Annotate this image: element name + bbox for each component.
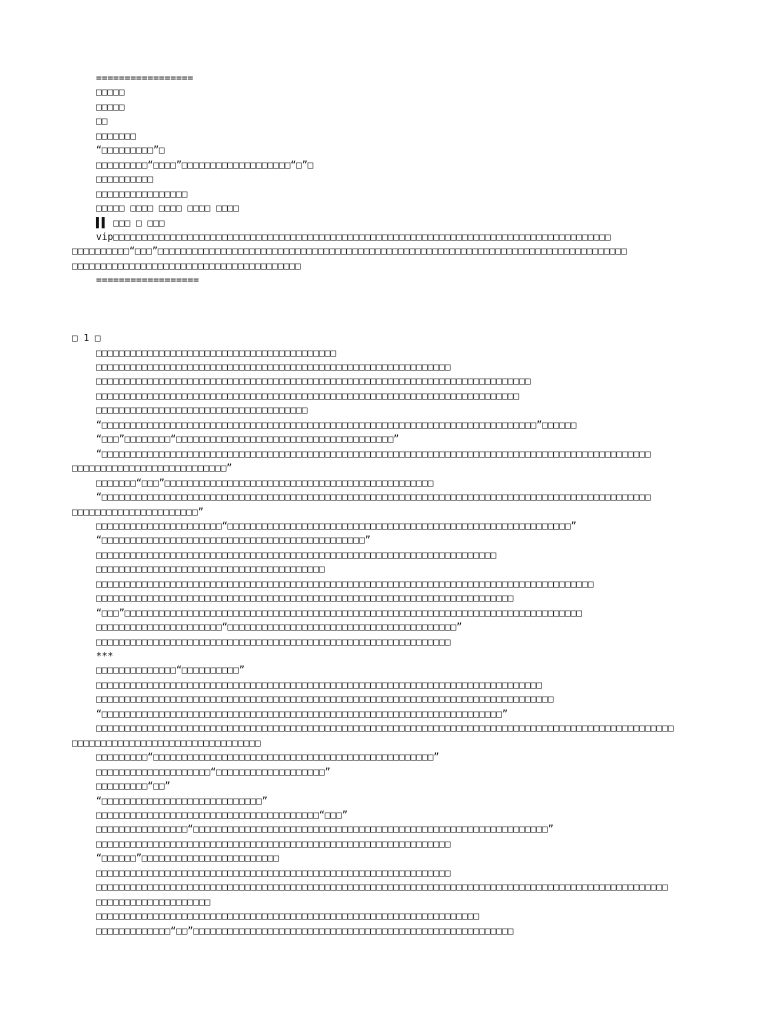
text-line: □□□□□□□□□□□□□□□□□□□□□□□□□□□□□□□□□□□□□□□□□□□□□□□□□□□□□□□□□□□□□□: [96, 636, 451, 648]
text-line: □□□□□□□□□□□□□□□□□□□□□□□□□□□□□□□□□□□□□□□□□□□□□□□□□□□□□□□□□□□□□□□□□□□□□□□□□□: [96, 390, 520, 402]
text-line: □□□□□□□: [96, 130, 137, 142]
text-line: □ 1 □: [72, 333, 101, 345]
text-line: vip□□□□□□□□□□□□□□□□□□□□□□□□□□□□□□□□□□□□□□□□□□□□□□□□□□□□□□□□□□□□□□□□□□□□□□□□□□□□□□□□□□□□□□□: [96, 231, 611, 243]
text-line: □□□□□□□□□“□□□□□□□□□□□□□□□□□□□□□□□□□□□□□□□□□□□□□□□□□□□□□□□□□”: [96, 752, 440, 764]
text-line: □□□□□□□□□□□□□□“□□□□□□□□□□”: [96, 665, 245, 677]
text-line: □□□□□□□□□□□□□□□□“□□□□□□□□□□□□□□□□□□□□□□□□□□□□□□□□□□□□□□□□□□□□□□□□□□□□□□□□□□□□□□”: [96, 824, 554, 836]
text-line: □□□□□□□□□□□□□□□□□□□□□□□□□□□□□□□□□□□□□□□□: [96, 564, 325, 576]
text-line: □□□□□□□□□□□□□□□□□□□□“□□□□□□□□□□□□□□□□□□□”: [96, 766, 331, 778]
text-line: □□□□□□□□□□□□□□□□□□□□□□□□□□□□□□□□□□□□□□□“□□□”: [96, 809, 348, 821]
text-line: “□□□□□□□□□□□□□□□□□□□□□□□□□□□□□□□□□□□□□□□□□□□□□□□□□□□□□□□□□□□□□□□□□□□□□□”: [96, 708, 508, 720]
text-line: □□□□□□□□□□□□□□□□□□□□□□□□□□□□□□□□□□□□□□□□□□□□□□□□□□□□□□□□□□□□□□□□□□□□□□□□□□□□□□□□□□□□□□□□□□□□□□□□□□□□□: [96, 723, 674, 735]
text-line: =================: [96, 73, 194, 84]
text-line: ▌▌ □□□ □ □□□: [96, 217, 165, 229]
text-line: “□□□□□□”□□□□□□□□□□□□□□□□□□□□□□□□: [96, 853, 280, 865]
text-line: □□□□□□□□□□□□□□□□□□□□□□□□□□□□□□□□□: [72, 737, 261, 749]
text-line: □□□□□: [96, 87, 125, 99]
text-line: □□□□□□□□□□□□□□□□□□□□□□□□□□□□□□□□□□□□□□□□□□□□□□□□□□□□□□□□□□□□□□□□□□□□□□□□□□□□□□: [96, 679, 543, 691]
text-line: □□□□□□□□□□□□□□□□□□□□□□“□□□□□□□□□□□□□□□□□□□□□□□□□□□□□□□□□□□□□□□□□□□□□□□□□□□□□□□□□□□□”: [96, 520, 577, 532]
text-line: ==================: [96, 275, 199, 287]
text-line: “□□□□□□□□□□□□□□□□□□□□□□□□□□□□□□□□□□□□□□□□□□□□□□□□□□□□□□□□□□□□□□□□□□□□□□□□□□□□□□□□□□□□□□□□□□□□□□□□: [96, 492, 651, 504]
text-line: □□□□□□□□□□□□□“□□”□□□□□□□□□□□□□□□□□□□□□□□□□□□□□□□□□□□□□□□□□□□□□□□□□□□□□□□□: [96, 925, 514, 937]
text-line: □□□□□□□□□□□□□□□□□□□□□□□□□□□□□□□□□□□□□□□□□□□□□□□□□□□□□□□□□□□□□□: [96, 838, 451, 850]
text-line: □□□□□□□□□□□□□□□□: [96, 188, 188, 200]
text-line: □□□□□□□□□□□□□□□□□□□□□□□□□□□□□□□□□□□□□□□□□□□□□□□□□□□□□□□□□□□□□□□□□□□□□□□□□□□□□□□□□□□□□□□: [96, 578, 594, 590]
text-line: □□□□□□□□□□□□□□□□□□□□□□□□□□□□□□□□□□□□□□□□□□□□□□□□□□□□□□□□□□□□□□□□□□□□□□: [96, 549, 497, 561]
text-line: □□□□□□□□□□□□□□□□□□□□□□□□□□□□□□□□□□□□□□□□□□□□□□□□□□□□□□□□□□□□□□□□□□□: [96, 911, 480, 923]
text-line: □□□□□□□“□□□”□□□□□□□□□□□□□□□□□□□□□□□□□□□□□□□□□□□□□□□□□□□□□□□: [96, 477, 434, 489]
text-line: “□□□□□□□□□□□□□□□□□□□□□□□□□□□□□□□□□□□□□□□□□□□□□□□□□□□□□□□□□□□□□□□□□□□□□□□□□□□□□□□□□□□□□□□□□□□□□□□□: [96, 448, 651, 460]
text-line: □□□□□□□□□□□□□□□□□□□□: [96, 896, 211, 908]
text-line: “□□□□□□□□□□□□□□□□□□□□□□□□□□□□”: [96, 795, 268, 807]
text-line: □□□□□□□□□□□□□□□□□□□□□□□□□□□□□□□□□□□□□□□□□□: [96, 347, 337, 359]
text-line: “□□□”□□□□□□□□“□□□□□□□□□□□□□□□□□□□□□□□□□□□□□□□□□□□□□□”: [96, 434, 400, 446]
text-line: □□□□□□□□□□□□□□□□□□□□□□□□□□□□□□□□□□□□□□□□□□□□□□□□□□□□□□□□□□□□□□□□□□□□□□□□□: [96, 593, 514, 605]
text-line: □□: [96, 116, 108, 128]
text-line: □□□□□□□□□□□□□□□□□□□□□□□□□□□□□□□□□□□□□□□□□□□□□□□□□□□□□□□□□□□□□□□□□□□□□□□□□□□□: [96, 376, 531, 388]
text-line: □□□□□□□□□□□□□□□□□□□□□□□□□□□□□□□□□□□□□□□□□□□□□□□□□□□□□□□□□□□□□□: [96, 867, 451, 879]
text-line: □□□□□□□□□□□□□□□□□□□□□□□□□□□□□□□□□□□□□: [96, 405, 308, 417]
text-line: □□□□□□□□□□□□□□□□□□□□□□□□□□□□□□□□□□□□□□□□□□□□□□□□□□□□□□□□□□□□□□□□□□□□□□□□□□□□□□□□□□□□□□□□□□□□□□□□□□□□: [96, 882, 668, 894]
text-line: □□□□□□□□□“□□□□”□□□□□□□□□□□□□□□□□□□“□”□: [96, 159, 314, 171]
text-line: □□□□□□□□□□: [96, 174, 154, 186]
text-line: “□□□□□□□□□□□□□□□□□□□□□□□□□□□□□□□□□□□□□□□□□□□□□□”: [96, 535, 371, 547]
text-line: ***: [96, 651, 114, 662]
text-line: “□□□”□□□□□□□□□□□□□□□□□□□□□□□□□□□□□□□□□□□□□□□□□□□□□□□□□□□□□□□□□□□□□□□□□□□□□□□□□□□□□□□□: [96, 607, 583, 619]
text-line: □□□□□□□□□□□□□□□□□□□□□□□□□□□□□□□□□□□□□□□□□□□□□□□□□□□□□□□□□□□□□□□□□□□□□□□□□□□□□□□□: [96, 694, 554, 706]
text-line: □□□□□□□□□□□□□□□□□□□□□□”: [72, 506, 204, 518]
text-line: □□□□□□□□□□□□□□□□□□□□□□□□□□□□□□□□□□□□□□□□: [72, 260, 301, 272]
text-line: □□□□□□□□□□□□□□□□□□□□□□□□□□□□□□□□□□□□□□□□□□□□□□□□□□□□□□□□□□□□□□: [96, 362, 451, 373]
text-line: □□□□□: [96, 101, 125, 113]
text-line: “□□□□□□□□□”□: [96, 145, 165, 157]
text-line: “□□□□□□□□□□□□□□□□□□□□□□□□□□□□□□□□□□□□□□□□□□□□□□□□□□□□□□□□□□□□□□□□□□□□□□□□□□□□”□□□□□□: [96, 419, 577, 431]
text-line: □□□□□□□□□□“□□□”□□□□□□□□□□□□□□□□□□□□□□□□□□□□□□□□□□□□□□□□□□□□□□□□□□□□□□□□□□□□□□□□□□□□□□□□□□□□□□□□□□: [72, 246, 627, 258]
text-line: □□□□□□□□□“□□”: [96, 781, 171, 793]
text-line: □□□□□□□□□□□□□□□□□□□□□□□□□□□”: [72, 463, 233, 475]
text-line: □□□□□□□□□□□□□□□□□□□□□□“□□□□□□□□□□□□□□□□□□□□□□□□□□□□□□□□□□□□□□□□”: [96, 622, 463, 634]
text-line: □□□□□ □□□□ □□□□ □□□□ □□□□: [96, 203, 239, 215]
